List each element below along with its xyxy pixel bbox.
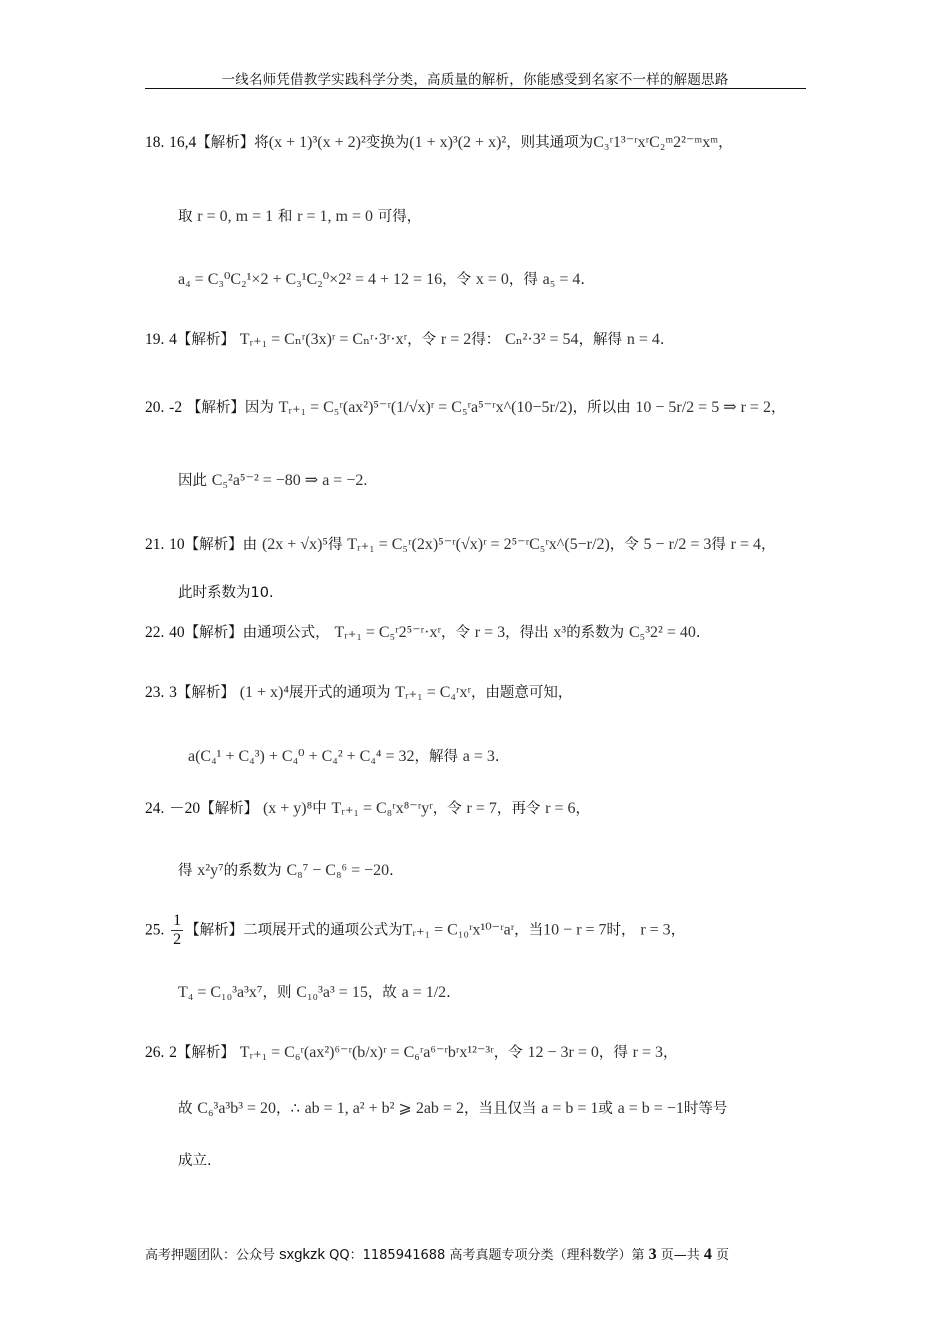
q22-expr: C₅³2² = 40: [628, 624, 696, 641]
q20-expr: Tᵣ₊₁ = C₅ʳ(ax²)⁵⁻ʳ(1/√x)ʳ = C₅ʳa⁵⁻ʳx^(10−5r/2): [278, 399, 573, 416]
q26-expr: a = b = −1: [617, 1100, 684, 1117]
q22-expr: x³: [553, 624, 567, 641]
fraction-numerator: 1: [173, 912, 182, 929]
q26-line2: [178, 1096, 727, 1121]
q24-expr: r = 7: [466, 800, 497, 817]
q20-expr: C₅²a⁵⁻² = −80 ⇒ a = −2.: [211, 472, 368, 489]
q21-number: 21.: [145, 536, 165, 553]
q22-text: ，令: [440, 625, 470, 641]
page-footer: [145, 1244, 805, 1264]
footer-text: 高考押题团队：公众号: [145, 1248, 276, 1263]
q21-text: 得: [327, 537, 343, 553]
q22-number: 22.: [145, 624, 165, 641]
q25-text: 二项展开式的通项公式为: [243, 922, 403, 939]
q21-expr: Tᵣ₊₁ = C₅ʳ(2x)⁵⁻ʳ(√x)ʳ = 2⁵⁻ʳC₅ʳx^(5−r/2): [347, 536, 610, 553]
q18-expr: r = 0, m = 1: [197, 208, 274, 225]
q21-answer: 10: [169, 536, 185, 553]
q19-answer: 4: [169, 331, 177, 348]
q24-text: ，: [575, 801, 590, 817]
q26-expr: 12 − 3r = 0: [527, 1044, 599, 1061]
q18-expr: a₄ = C₃⁰C₂¹×2 + C₃¹C₂⁰×2² = 4 + 12 = 16: [178, 271, 443, 288]
footer-total-pages: 4: [703, 1246, 712, 1263]
q26-expr: Tᵣ₊₁ = C₆ʳ(ax²)⁶⁻ʳ(b/x)ʳ = C₆ʳa⁶⁻ʳbʳx¹²⁻³ʳ: [239, 1044, 494, 1061]
q26-expr: C₆³a³b³ = 20: [197, 1100, 277, 1117]
q19-expr: Tᵣ₊₁ = Cₙʳ(3x)ʳ = Cₙʳ·3ʳ·xʳ: [239, 331, 408, 348]
q23-line2: [188, 744, 500, 769]
q25-expr: a = 1/2: [401, 984, 447, 1001]
q18-text: ，得: [508, 272, 538, 288]
q20-expr: 10 − 5r/2 = 5 ⇒ r = 2: [635, 399, 771, 416]
footer-page-number: 3: [648, 1246, 657, 1263]
q19-line1: [145, 327, 664, 352]
q25-expr: Tᵣ₊₁ = C₁₀ʳx¹⁰⁻ʳaʳ: [402, 921, 515, 939]
q19-expr: Cₙ²·3² = 54: [505, 331, 579, 348]
q18-text: ，: [718, 135, 733, 151]
q24-text: 得: [178, 863, 193, 879]
footer-text: 页: [716, 1248, 730, 1263]
q20-line1: [145, 395, 785, 420]
q18-text: ，则其通项为: [506, 135, 594, 151]
q25-tag: 【解析】: [185, 922, 244, 939]
footer-brand: sxgkzk: [279, 1246, 325, 1263]
footer-text: QQ：1185941688 高考真题专项分类（理科数学）第: [329, 1248, 645, 1263]
q26-text: ，令: [493, 1045, 523, 1061]
q21-text: 此时系数为10.: [178, 585, 274, 601]
q24-text: .: [389, 863, 394, 879]
q18-text: 可得，: [377, 209, 422, 225]
fraction-denominator: 2: [173, 931, 182, 948]
q22-expr: Tᵣ₊₁ = C₅ʳ2⁵⁻ʳ·xʳ: [334, 624, 441, 641]
q23-text: 展开式的通项为: [288, 685, 391, 701]
q18-line2: [178, 204, 421, 229]
q23-expr: (1 + x)⁴: [239, 684, 289, 701]
q26-text: 成立.: [178, 1153, 212, 1169]
q24-answer: －20: [169, 800, 201, 817]
q25-text: ，故: [367, 985, 397, 1001]
q24-tag: 【解析】: [200, 801, 259, 817]
q20-number: 20.: [145, 399, 165, 416]
q21-text: 由: [242, 537, 258, 553]
q26-line3: [178, 1148, 212, 1173]
q25-number: 25.: [145, 921, 165, 939]
q24-text: 中: [312, 801, 327, 817]
q20-text: 因此: [178, 473, 207, 489]
q26-expr: r = 3: [632, 1044, 663, 1061]
q25-expr: 10 − r = 7: [543, 921, 607, 939]
q26-text: 时等号: [683, 1101, 728, 1117]
q22-tag: 【解析】: [184, 625, 243, 641]
q19-text: ，解得: [578, 332, 623, 348]
q25-expr: C₁₀³a³ = 15: [296, 984, 368, 1001]
q22-text: 由通项公式，: [242, 625, 330, 641]
q18-text: 将: [254, 135, 269, 151]
q24-expr: r = 6: [545, 800, 576, 817]
q21-text: ，令: [609, 537, 639, 553]
q21-text: 得: [711, 537, 726, 553]
q18-expr: x = 0: [475, 271, 509, 288]
q23-expr: Tᵣ₊₁ = C₄ʳxʳ: [395, 684, 471, 701]
q24-text: ，令: [432, 801, 462, 817]
q26-text: ，得: [598, 1045, 628, 1061]
q23-text: .: [494, 749, 500, 765]
q21-expr: (2x + √x)⁵: [261, 536, 328, 553]
q18-expr: a₅ = 4: [542, 271, 581, 288]
q19-expr: r = 2: [440, 331, 472, 348]
q23-expr: a = 3: [462, 748, 495, 765]
q26-text: ，∴: [276, 1101, 300, 1117]
q19-text: 得：: [471, 332, 501, 348]
q20-text: ，: [770, 400, 786, 416]
q25-text: ，: [670, 922, 686, 939]
q23-line1: [145, 680, 572, 705]
q19-text: ，令: [407, 332, 437, 348]
q22-expr: r = 3: [474, 624, 506, 641]
q23-expr: a(C₄¹ + C₄³) + C₄⁰ + C₄² + C₄⁴ = 32: [188, 748, 415, 765]
q22-answer: 40: [169, 624, 185, 641]
q21-line2: [178, 580, 274, 605]
q23-number: 23.: [145, 684, 165, 701]
q19-tag: 【解析】: [176, 332, 235, 348]
q26-expr: ab = 1, a² + b² ⩾ 2ab = 2: [304, 1100, 464, 1117]
q20-text: 因为: [244, 400, 274, 416]
q26-text: 或: [598, 1101, 613, 1117]
q25-line1: [145, 912, 685, 949]
q24-line1: [145, 796, 590, 821]
q18-number: 18.: [145, 134, 165, 151]
header-divider: [145, 88, 806, 89]
q24-expr: Tᵣ₊₁ = C₈ʳx⁸⁻ʳyʳ: [331, 800, 433, 817]
q18-tag: 【解析】: [196, 135, 255, 151]
q23-answer: 3: [169, 684, 177, 701]
q19-text: .: [659, 332, 665, 348]
q26-text: 故: [178, 1101, 193, 1117]
q25-text: 时，: [606, 922, 636, 939]
q26-answer: 2: [169, 1044, 177, 1061]
q18-line3: [178, 267, 585, 292]
q18-expr: (x + 1)³(x + 2)²: [268, 134, 366, 151]
q21-expr: r = 4: [730, 536, 762, 553]
q25-expr: r = 3: [640, 921, 671, 939]
q24-expr: C₈⁷ − C₈⁶ = −20: [286, 862, 390, 879]
q21-text: ，: [761, 537, 776, 553]
footer-text: 页—共: [660, 1248, 700, 1263]
q18-text: 和: [277, 209, 293, 225]
q22-text: 的系数为: [566, 625, 625, 641]
q24-text: ，再令: [496, 801, 541, 817]
q24-text: 的系数为: [223, 863, 282, 879]
q18-line1: [145, 130, 733, 155]
q24-number: 24.: [145, 800, 165, 817]
q21-expr: 5 − r/2 = 3: [643, 536, 712, 553]
q18-text: 变换为: [365, 135, 410, 151]
q26-line1: [145, 1040, 677, 1065]
q25-expr: T₄ = C₁₀³a³x⁷: [178, 984, 263, 1001]
q18-expr: C₃ʳ1³⁻ʳxʳC₂ᵐ2²⁻ᵐxᵐ: [593, 134, 719, 151]
q25-answer-fraction: [171, 912, 183, 949]
q18-expr: r = 1, m = 0: [297, 208, 373, 225]
q26-text: ，: [662, 1045, 678, 1061]
q21-tag: 【解析】: [184, 537, 243, 553]
q23-text: ，由题意可知，: [470, 685, 573, 701]
q21-line1: [145, 532, 776, 557]
q20-answer: -2: [169, 399, 183, 416]
q24-expr: x²y⁷: [197, 862, 224, 879]
q24-line2: [178, 858, 394, 883]
q25-text: ，当: [514, 922, 544, 939]
q18-text: ，令: [442, 272, 472, 288]
q18-text: .: [580, 272, 585, 288]
q19-number: 19.: [145, 331, 165, 348]
page-header: 一线名师凭借教学实践科学分类，高质量的解析，你能感受到名家不一样的解题思路: [221, 72, 729, 88]
q23-tag: 【解析】: [176, 685, 235, 701]
q18-expr: (1 + x)³(2 + x)²: [409, 134, 507, 151]
q25-text: .: [446, 985, 451, 1001]
q26-tag: 【解析】: [176, 1045, 235, 1061]
q22-line1: [145, 620, 700, 645]
q24-expr: (x + y)⁸: [262, 800, 313, 817]
q22-text: .: [695, 625, 701, 641]
q20-line2: [178, 468, 367, 493]
q18-answer: 16,4: [169, 134, 197, 151]
q19-expr: n = 4: [626, 331, 660, 348]
q25-text: ，则: [262, 985, 292, 1001]
q18-text: 取: [178, 209, 193, 225]
q26-number: 26.: [145, 1044, 165, 1061]
q26-expr: a = b = 1: [541, 1100, 599, 1117]
q22-text: ，得出: [505, 625, 549, 641]
q20-tag: 【解析】: [186, 400, 245, 416]
q20-text: ，所以由: [572, 400, 631, 416]
q25-line2: [178, 980, 451, 1005]
q26-text: ，当且仅当: [463, 1101, 537, 1117]
q23-text: ，解得: [414, 749, 459, 765]
